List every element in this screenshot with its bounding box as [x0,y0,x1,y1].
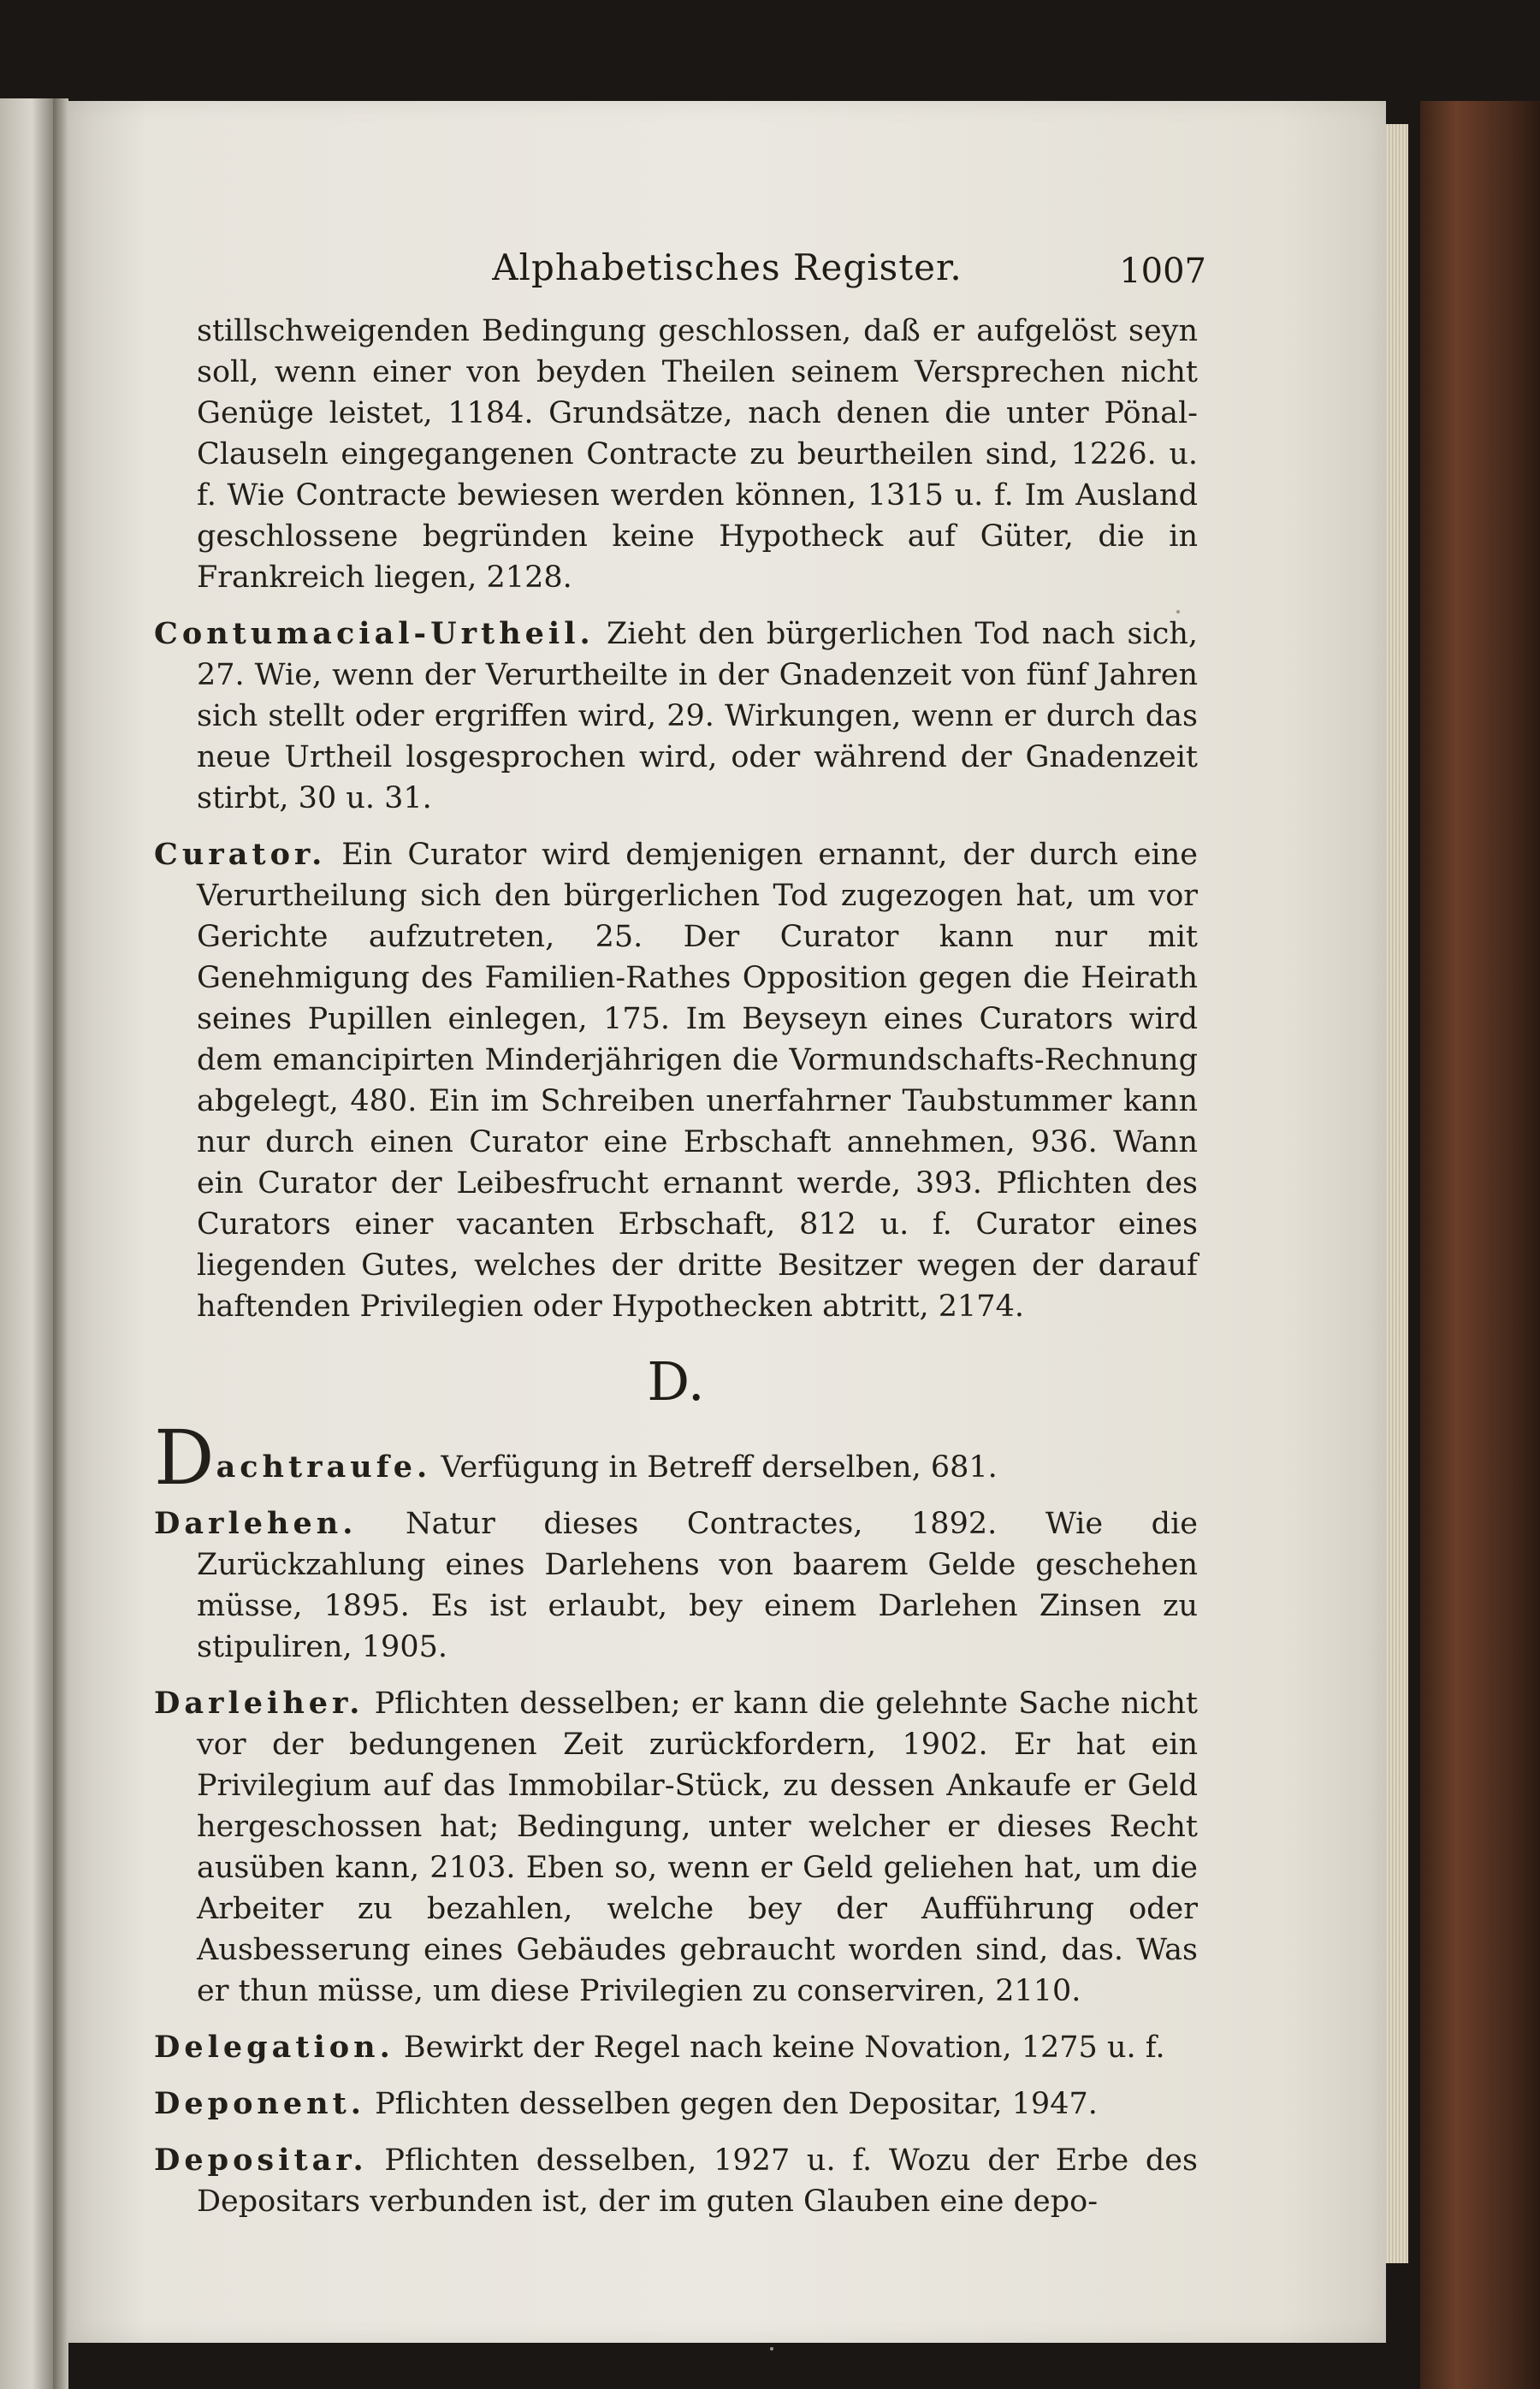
register-entry [154,2140,1198,2222]
entry-text: Bewirkt der Regel nach keine Novation, 1275 u. f. [403,2030,1165,2065]
entry-term: Deponent. [154,2086,365,2121]
register-entry [154,614,1198,819]
register-entry [154,2027,1198,2068]
entry-text: Ein Curator wird demjenigen ernannt, der durch eine Verurtheilung sich den bürgerlichen Tod zugezogen hat, um vor Gerichte aufzutreten, 25. Der Curator kann nur mit Genehmigung des Familien-Rathes Opposition gegen die Heirath seines Pupillen einlegen, 175. Im Beyseyn eines Curators wird dem emancipirten Minderjährigen die Vormundschafts-Rechnung abgelegt, 480. Ein im Schreiben unerfahrner Taubstummer kann nur durch einen Curator eine Erbschaft annehmen, 936. Wann ein Curator der Leibesfrucht ernannt werde, 393. Pflichten des Curators einer vacanten Erbschaft, 812 u. f. Curator eines liegenden Gutes, welches der dritte Besitzer wegen der darauf haftenden Privilegien oder Hypothecken abtritt, 2174. [197,838,1198,1324]
register-entry [154,2084,1198,2125]
entry-term: achtraufe. [216,1449,432,1485]
entry-term: Delegation. [154,2030,394,2065]
entry-term: Darlehen. [154,1506,358,1541]
paper-speck [1176,610,1180,614]
page-number: 1007 [1119,252,1206,291]
entry-text: stillschweigenden Bedingung geschlossen, daß er aufgelöst seyn soll, wenn einer von beyden Theilen seinem Versprechen nicht Genüge leistet, 1184. Grundsätze, nach denen die unter Pönal-Clauseln eingegangenen Contracte zu beurtheilen sind, 1226. u. f. Wie Contracte bewiesen werden können, 1315 u. f. Im Ausland geschlossene begründen keine Hypotheck auf Güter, die in Frankreich liegen, 2128. [197,314,1198,595]
register-entry [154,834,1198,1327]
register-entry [154,1503,1198,1668]
register-entry [154,1414,1198,1502]
entry-text: Zieht den bürgerlichen Tod nach sich, 27. Wie, wenn der Verurtheilte in der Gnadenzeit von fünf Jahren sich stellt oder ergriffen wird, 29. Wirkungen, wenn er durch das neue Urtheil losgesprochen wird, oder während der Gnadenzeit stirbt, 30 u. 31. [197,617,1198,815]
running-head: Alphabetisches Register. [492,246,962,288]
entry-text: Pflichten desselben, 1927 u. f. Wozu der Erbe des Depositars verbunden ist, der im guten Glauben eine depo- [197,2143,1198,2219]
paper-speck [770,2347,773,2350]
register-entry [154,311,1198,598]
entry-text: Pflichten desselben; er kann die gelehnte Sache nicht vor der bedungenen Zeit zurückfordern, 1902. Er hat ein Privilegium auf das Immobilar-Stück, zu dessen Ankaufe er Geld hergeschossen hat; Bedingung, unter welcher er dieses Recht ausüben kann, 2103. Eben so, wenn er Geld geliehen hat, um die Arbeiter zu bezahlen, welche bey der Aufführung oder Ausbesserung eines Gebäudes gebraucht worden sind, das. Was er thun müsse, um diese Privilegien zu conserviren, 2110. [197,1687,1198,2008]
entry-term: Depositar. [154,2143,368,2178]
book-gutter [53,98,68,2389]
book-binding [1420,101,1540,2389]
register-entry [154,1683,1198,2012]
section-letter: D. [647,1350,705,1413]
entry-term: Darleiher. [154,1686,364,1721]
page-header [68,246,1386,298]
entry-term: Curator. [154,837,327,872]
facing-page-edge [0,98,53,2389]
entry-term: Contumacial-Urtheil. [154,616,595,651]
drop-cap: D [154,1414,215,1502]
book-page [68,101,1386,2343]
register-content [154,311,1198,2238]
entry-text: Natur dieses Contractes, 1892. Wie die Zurückzahlung eines Darlehens von baarem Gelde geschehen müsse, 1895. Es ist erlaubt, bey einem Darlehen Zinsen zu stipuliren, 1905. [197,1507,1198,1664]
entry-text: Pflichten desselben gegen den Depositar, 1947. [375,2087,1098,2121]
entry-text: Verfügung in Betreff derselben, 681. [441,1450,998,1485]
